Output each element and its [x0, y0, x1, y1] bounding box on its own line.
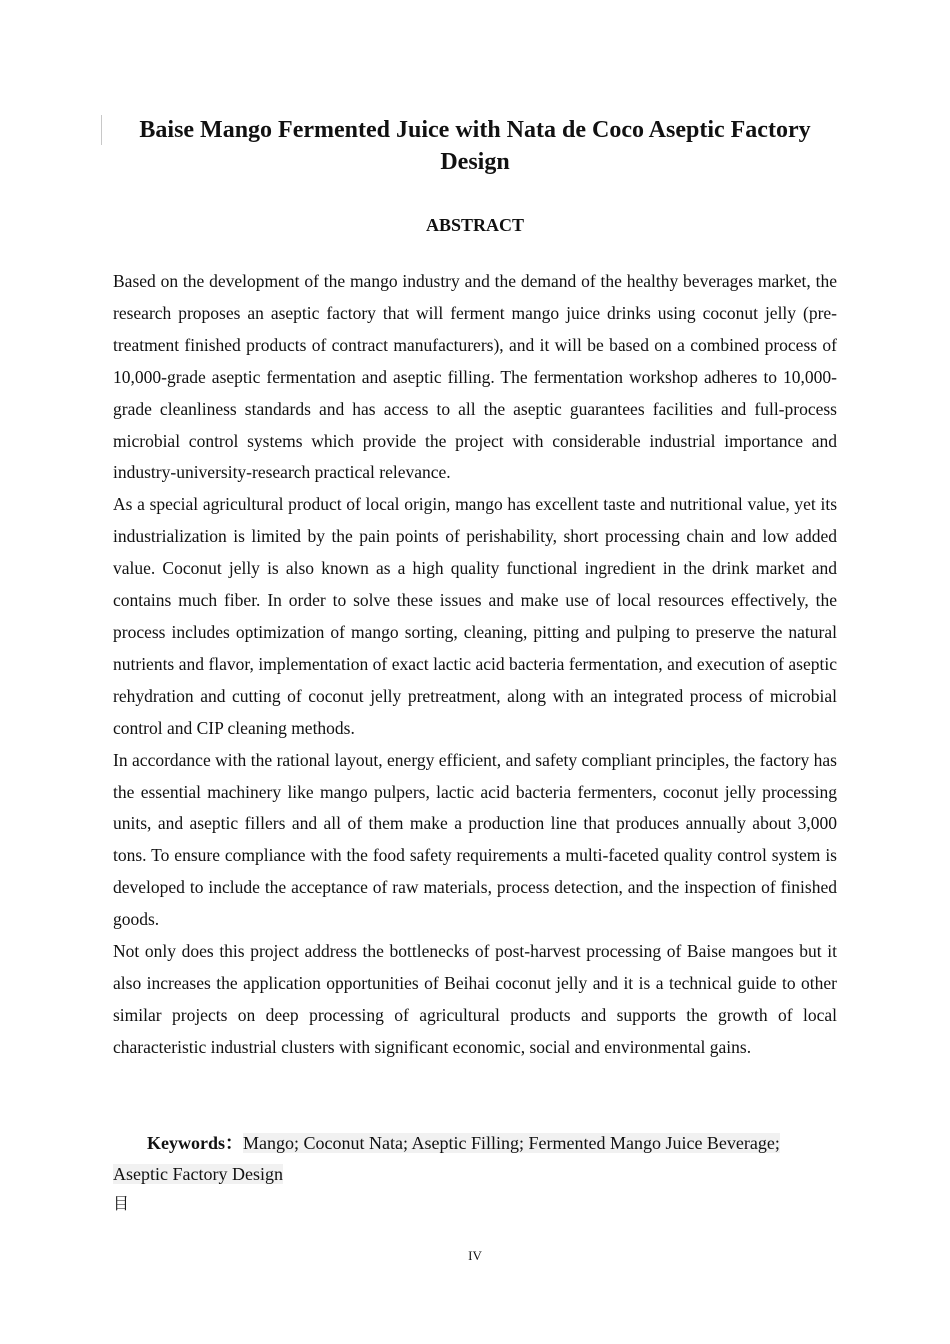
margin-bar — [101, 115, 102, 145]
page-number: IV — [468, 1248, 482, 1263]
abstract-paragraph-2: As a special agricultural product of local origin, mango has excellent taste and nutritional value, yet its industrialization is limited by the pain points of perishability, short processing chain and low added value. Coconut jelly is also known as a high quality functional ingredient in the drink market and contains much fiber. In order to solve these issues and make use of local resources effectively, the process includes optimization of mango sorting, cleaning, pitting and pulping to preserve the natural nutrients and flavor, implementation of exact lactic acid bacteria fermentation, and execution of aseptic rehydration and cutting of coconut jelly pretreatment, along with an integrated process of microbial control and CIP cleaning methods. — [113, 494, 837, 738]
abstract-paragraph-3: In accordance with the rational layout, energy efficient, and safety compliant principles, the factory has the essential machinery like mango pulpers, lactic acid bacteria fermenters, coconut jelly processing units, and aseptic fillers and all of them make a production line that produces annually about 3,000 tons. To ensure compliance with the food safety requirements a multi-faceted quality control system is developed to include the acceptance of raw materials, process detection, and the inspection of finished goods. — [113, 749, 837, 930]
abstract-paragraph-1: Based on the development of the mango industry and the demand of the healthy beverages market, the research proposes an aseptic factory that will ferment mango juice drinks using coconut jelly (pre-treatment finished products of contract manufacturers), and it will be based on a combined process of 10,000-grade aseptic fermentation and aseptic filling. The fermentation workshop adheres to 10,000-grade cleanliness standards and has access to all the aseptic guarantees facilities and full-process microbial control systems which provide the project with considerable industrial importance and industry-university-research practical relevance. — [113, 271, 837, 483]
document-title: Baise Mango Fermented Juice with Nata de Coco Aseptic Factory Design — [139, 117, 811, 175]
keywords-line — [113, 1128, 837, 1190]
abstract-heading: ABSTRACT — [425, 215, 525, 235]
keywords-label: Keywords： — [147, 1133, 243, 1153]
abstract-paragraph-4: Not only does this project address the bottlenecks of post-harvest processing of Baise mangoes but it also increases the application opportunities of Beihai coconut jelly and it is a technical guide to other similar projects on deep processing of agricultural products and supports the growth of local characteristic industrial clusters with significant economic, social and environmental gains. — [113, 941, 837, 1057]
keywords-values: Mango; Coconut Nata; Aseptic Filling; Fermented Mango Juice Beverage; Aseptic Factory Design — [113, 1133, 780, 1184]
abstract-body — [113, 266, 837, 1064]
toc-fragment: 目 — [113, 1194, 130, 1213]
